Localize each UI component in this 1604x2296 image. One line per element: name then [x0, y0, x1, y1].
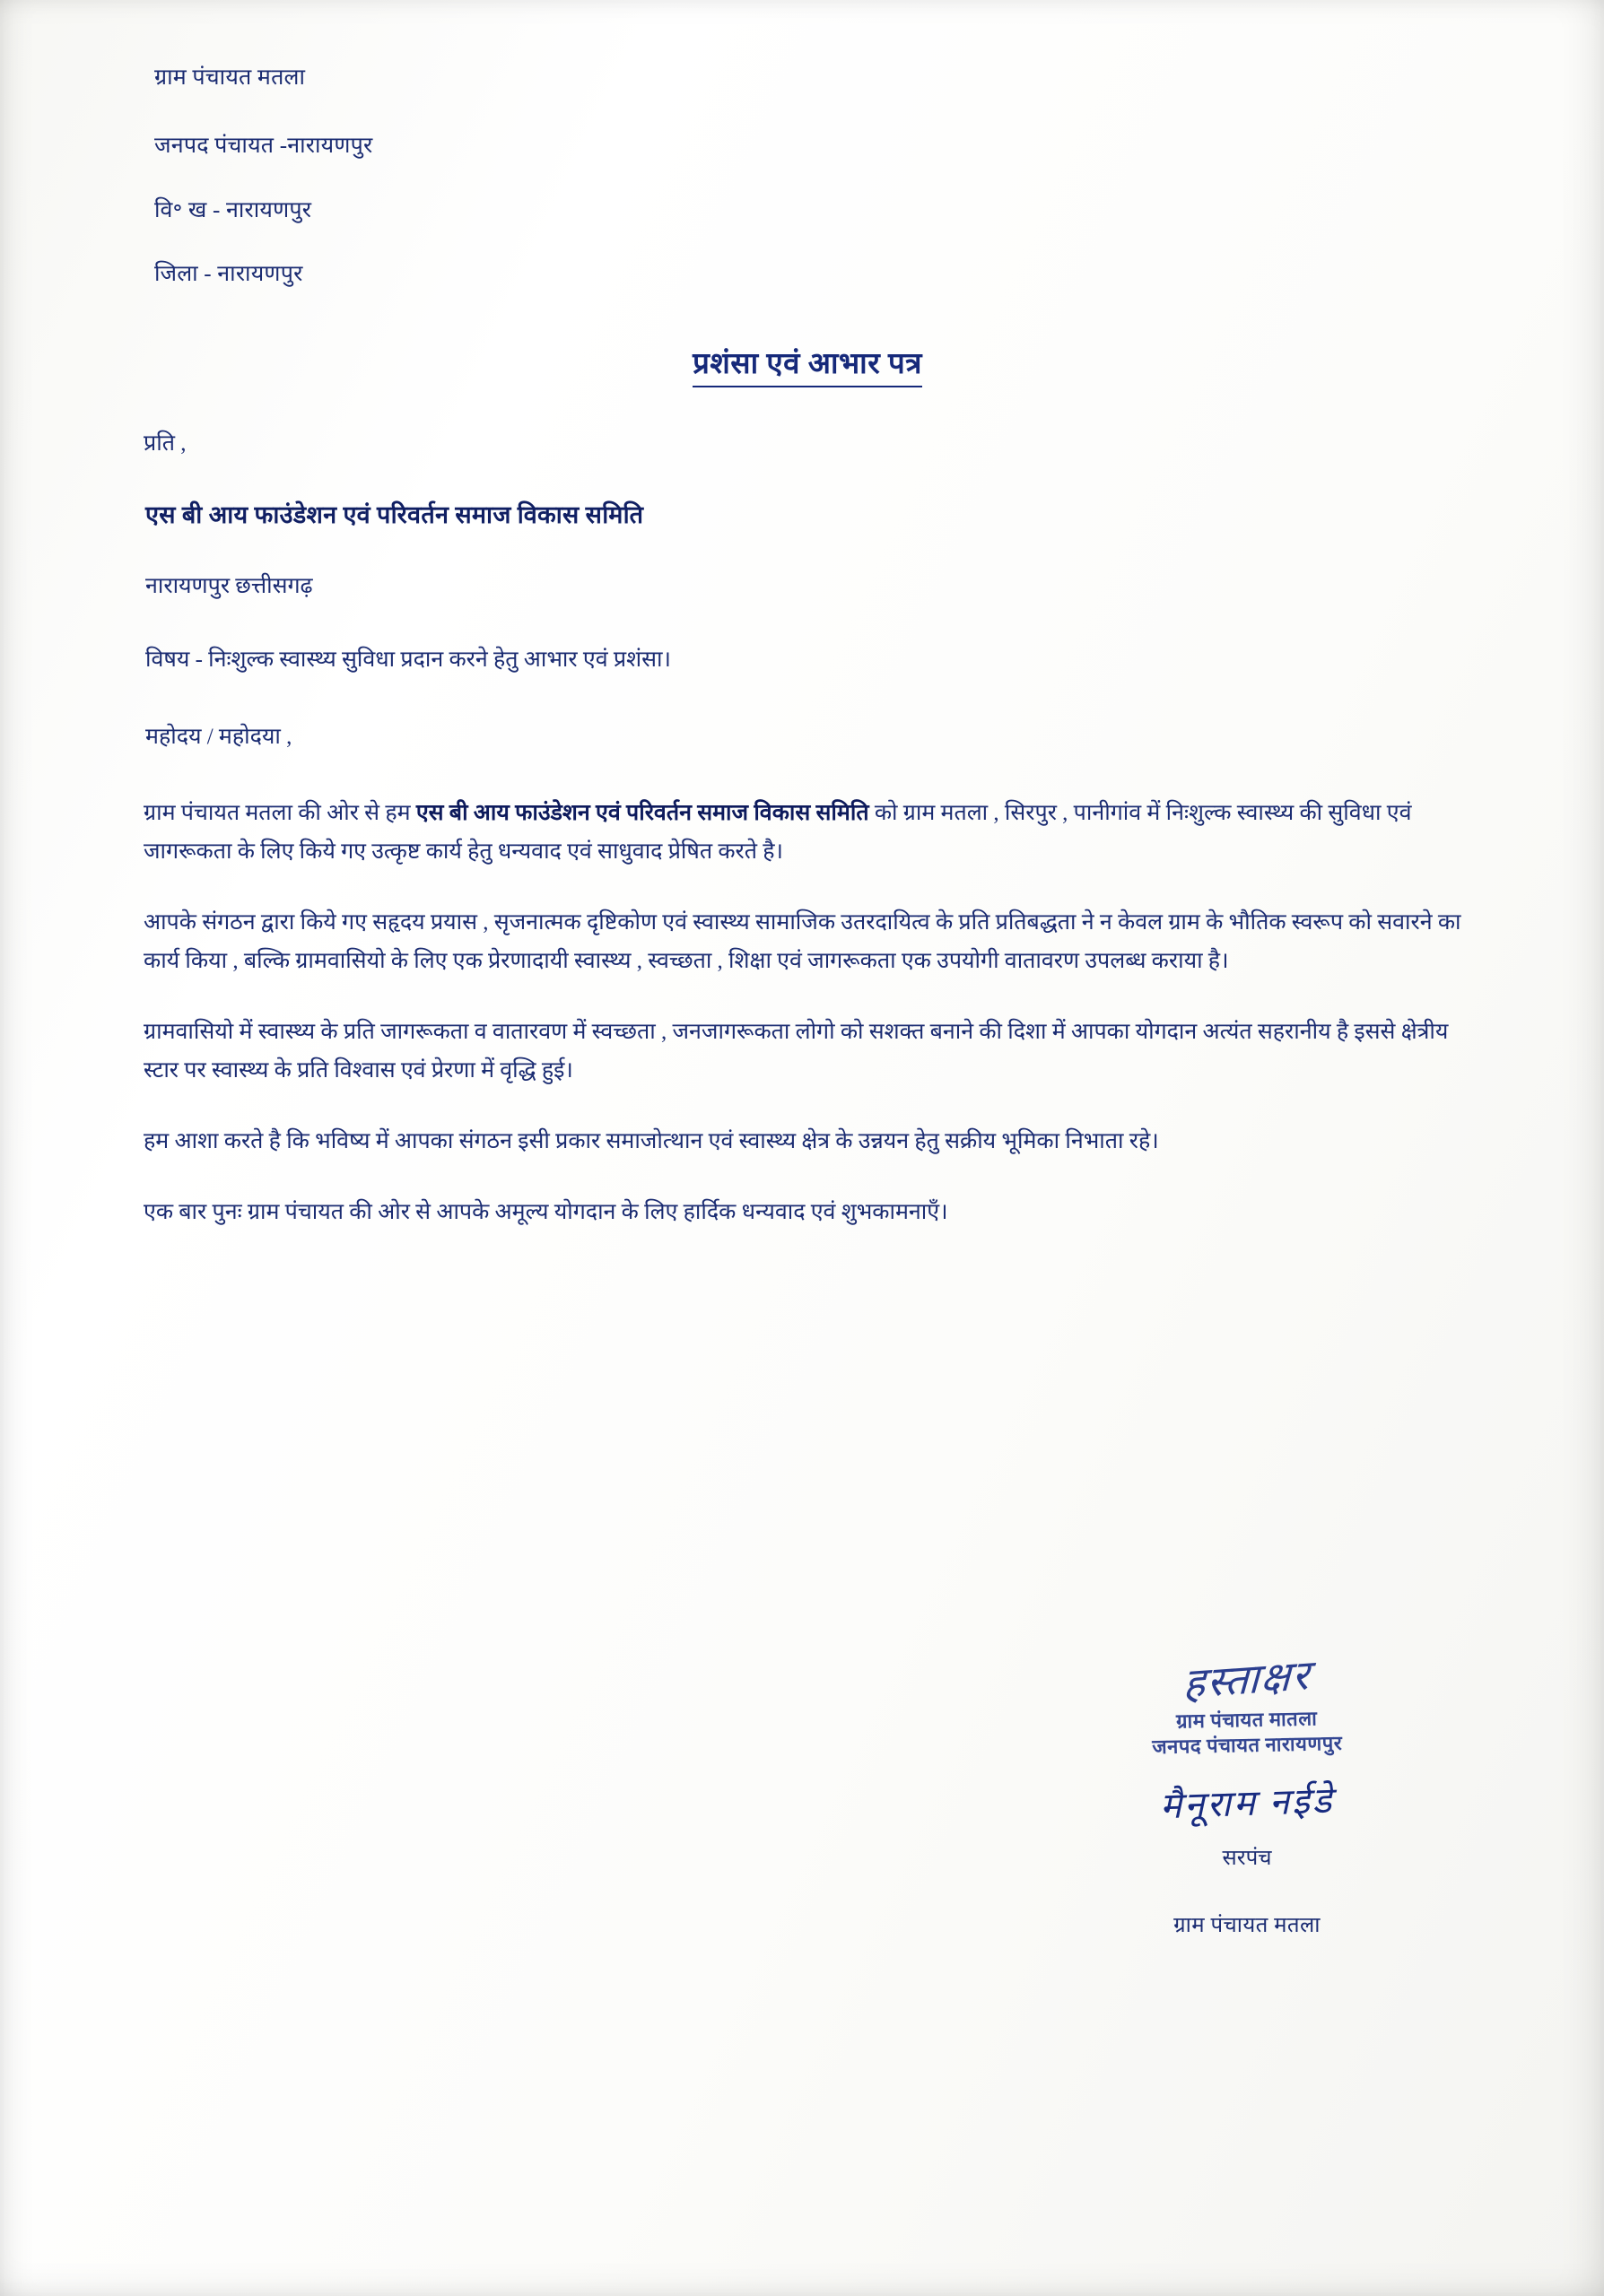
page-title: प्रशंसा एवं आभार पत्र — [693, 342, 922, 387]
letter-body — [135, 63, 1480, 1264]
paragraph-1 — [144, 794, 1462, 871]
header-line-2: जनपद पंचायत -नारायणपुर — [154, 133, 373, 158]
paragraph-5: एक बार पुनः ग्राम पंचायत की ओर से आपके अमूल्य योगदान के लिए हार्दिक धन्यवाद एवं शुभकामनाएँ। — [144, 1200, 948, 1224]
paragraph-1-bold: एस बी आय फाउंडेशन एवं परिवर्तन समाज विकास समिति — [415, 801, 869, 825]
paragraph-1-pre: ग्राम पंचायत मतला की ओर से हम — [144, 801, 416, 825]
signature-scribble: हस्ताक्षर — [1182, 1651, 1312, 1708]
official-stamp — [1085, 1704, 1408, 1761]
paragraph-2: आपके संगठन द्वारा किये गए सहृदय प्रयास , सृजनात्मक दृष्टिकोण एवं स्वास्थ्य सामाजिक उतरदायित्व के प्रति प्रतिबद्धता ने न केवल ग्राम के भौतिक स्वरूप को सवारने का कार्य किया , बल्कि ग्रामवासियो के लिए एक प्रेरणादायी स्वास्थ्य , स्वच्छता , शिक्षा एवं जागरूकता एक उपयोगी वातावरण उपलब्ध कराया है। — [144, 910, 1461, 973]
signatory-designation: सरपंच — [1222, 1847, 1272, 1870]
paragraph-4: हम आशा करते है कि भविष्य में आपका संगठन इसी प्रकार समाजोत्थान एवं स्वास्थ्य क्षेत्र के उन्नयन हेतु सक्रीय भूमिका निभाता रहे। — [144, 1129, 1159, 1153]
stamp-line-1: ग्राम पंचायत मातला — [1175, 1707, 1318, 1733]
signatory-handwritten-name: मैनूराम नईडे — [1159, 1779, 1335, 1827]
header-line-3: वि॰ ख - नारायणपुर — [154, 197, 312, 222]
stamp-line-2: जनपद पंचायत नारायणपुर — [1152, 1731, 1343, 1758]
signature-block — [1014, 1650, 1480, 1939]
header-line-4: जिला - नारायणपुर — [154, 262, 303, 287]
subject-line: विषय - निःशुल्क स्वास्थ्य सुविधा प्रदान करने हेतु आभार एवं प्रशंसा। — [145, 648, 671, 672]
signatory-panchayat: ग्राम पंचायत मतला — [1173, 1914, 1321, 1937]
paragraph-3: ग्रामवासियो में स्वास्थ्य के प्रति जागरूकता व वातारवण में स्वच्छता , जनजागरूकता लोगो को सशक्त बनाने की दिशा में आपका योगदान अत्यंत सहरानीय है इससे क्षेत्रीय स्टार पर स्वास्थ्य के प्रति विश्वास एवं प्रेरणा में वृद्धि हुई। — [144, 1020, 1449, 1083]
recipient-place: नारायणपुर छत्तीसगढ़ — [145, 574, 313, 598]
salutation: महोदय / महोदया , — [145, 725, 292, 749]
document-title-wrap — [135, 342, 1480, 387]
to-label: प्रति , — [144, 431, 187, 456]
recipient-organization: एस बी आय फाउंडेशन एवं परिवर्तन समाज विकास समिति — [145, 501, 644, 528]
paragraph-1-post: को ग्राम मतला , सिरपुर , पानीगांव में निःशुल्क स्वास्थ्य की सुविधा एवं जागरूकता के लिए किये गए उत्कृष्ट कार्य हेतु धन्यवाद एवं साधुवाद प्रेषित करते है। — [144, 801, 1412, 864]
header-line-1: ग्राम पंचायत मतला — [154, 65, 306, 90]
